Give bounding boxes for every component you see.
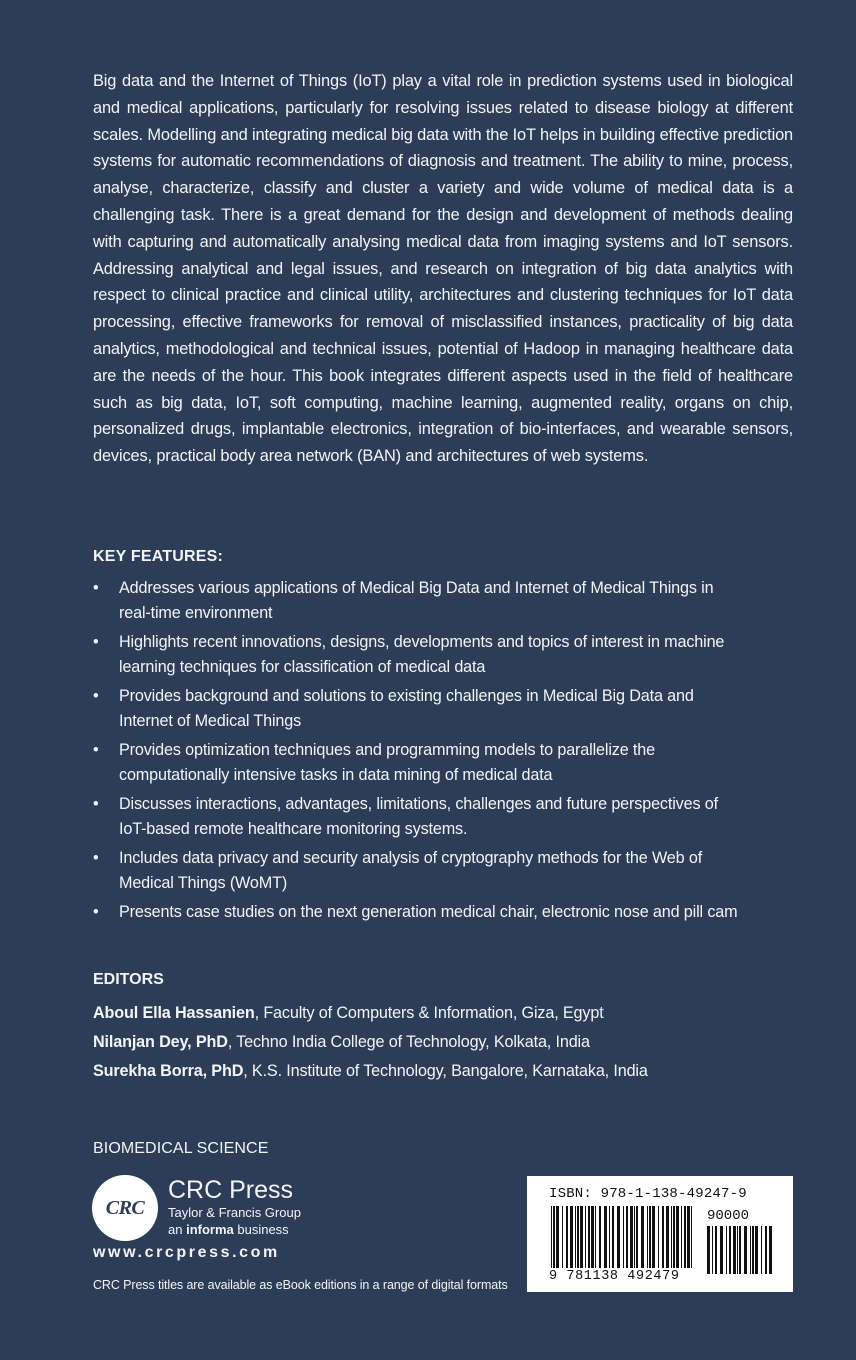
editor-entry xyxy=(93,1028,813,1057)
barcode-bar xyxy=(752,1226,754,1274)
bullet-icon: • xyxy=(93,903,99,921)
feature-text: Presents case studies on the next generation medical chair, electronic nose and pill cam xyxy=(119,903,738,921)
editor-affiliation: , K.S. Institute of Technology, Bangalore, Karnataka, India xyxy=(243,1062,648,1080)
barcode-bar xyxy=(630,1206,633,1268)
editor-name: Nilanjan Dey, PhD xyxy=(93,1033,228,1051)
barcode-bar xyxy=(556,1206,559,1268)
barcode-bar xyxy=(588,1206,590,1268)
barcode-bar xyxy=(591,1206,594,1268)
feature-text: Discusses interactions, advantages, limitations, challenges and future perspectives of IoT-based remote healthcare monitoring systems. xyxy=(119,795,718,838)
barcode-bar xyxy=(684,1206,686,1268)
list-item xyxy=(93,792,793,842)
barcode-bar xyxy=(715,1226,717,1274)
logo-text: CRC xyxy=(105,1196,145,1219)
list-item xyxy=(93,630,793,680)
barcode-bar xyxy=(562,1206,563,1268)
barcode-bar xyxy=(761,1226,762,1274)
barcode-bar xyxy=(604,1206,607,1268)
editor-affiliation: , Techno India College of Technology, Kolkata, India xyxy=(227,1033,590,1051)
barcode-bar xyxy=(652,1206,655,1268)
book-description: Big data and the Internet of Things (IoT) play a vital role in prediction systems used in biological and medical applications, particularly for resolving issues related to disease biology at different scales. Modelling and integrating medical big data with the IoT helps in building effective prediction systems for automatic recommendations of diagnosis and treatment. The ability to mine, process, analyse, characterize, classify and cluster a variety and wide volume of medical data is a challenging task. There is a great demand for the design and development of methods dealing with capturing and automatically analysing medical data from imaging systems and IoT sensors. Addressing analytical and legal issues, and research on integration of big data analytics with respect to clinical practice and clinical utility, architectures and clustering techniques for IoT data processing, effective frameworks for removal of misclassified instances, practicality of big data analytics, methodological and technical issues, potential of Hadoop in managing healthcare data are the needs of the hour. This book integrates different aspects used in the field of healthcare such as big data, IoT, soft computing, machine learning, augmented reality, organs on chip, personalized drugs, implantable electronics, integration of bio-interfaces, and wearable sensors, devices, practical body area network (BAN) and architectures of web systems. xyxy=(93,72,793,466)
feature-text: Includes data privacy and security analysis of cryptography methods for the Web of Medical Things (WoMT) xyxy=(119,849,703,892)
barcode-bar xyxy=(744,1226,747,1274)
feature-text: Addresses various applications of Medical Big Data and Internet of Medical Things in real-time environment xyxy=(119,579,714,622)
price-code: 90000 xyxy=(707,1208,750,1224)
barcode-bar xyxy=(566,1206,568,1268)
barcode-bar xyxy=(755,1226,758,1274)
barcode-bar xyxy=(739,1226,741,1274)
list-item xyxy=(93,900,793,925)
editor-affiliation: , Faculty of Computers & Information, Giza, Egypt xyxy=(254,1004,604,1022)
barcode-bar xyxy=(765,1226,767,1274)
barcode-bar xyxy=(673,1206,675,1268)
barcode-bar xyxy=(729,1226,731,1274)
barcode-bar xyxy=(687,1206,690,1268)
bullet-icon: • xyxy=(93,579,99,597)
barcode-bar xyxy=(676,1206,679,1268)
isbn-label: ISBN: 978-1-138-49247-9 xyxy=(549,1186,747,1202)
barcode-bar xyxy=(712,1226,713,1274)
editor-entry xyxy=(93,1057,813,1086)
barcode-bar xyxy=(617,1206,620,1268)
informa-brand: informa xyxy=(186,1222,234,1237)
barcode-bar xyxy=(720,1226,723,1274)
barcode-bar xyxy=(612,1206,614,1268)
key-features-heading: KEY FEATURES: xyxy=(93,548,224,565)
barcode-bar xyxy=(750,1226,751,1274)
subject-category: BIOMEDICAL SCIENCE xyxy=(93,1140,269,1157)
barcode-bar xyxy=(575,1206,576,1268)
feature-text: Provides background and solutions to existing challenges in Medical Big Data and Internet of Medical Things xyxy=(119,687,694,730)
isbn-barcode xyxy=(527,1176,793,1292)
list-item xyxy=(93,684,793,734)
feature-text: Highlights recent innovations, designs, developments and topics of interest in machine learning techniques for classification of medical data xyxy=(119,633,725,676)
bullet-icon: • xyxy=(93,849,99,867)
barcode-bar xyxy=(609,1206,610,1268)
barcode-bar xyxy=(599,1206,601,1268)
list-item xyxy=(93,576,793,626)
list-item xyxy=(93,846,793,896)
editor-entry xyxy=(93,999,813,1028)
bullet-icon: • xyxy=(93,795,99,813)
barcode-bar xyxy=(636,1206,638,1268)
barcode-bar xyxy=(666,1206,669,1268)
barcode-bar xyxy=(623,1206,624,1268)
barcode-bar xyxy=(595,1206,596,1268)
bullet-icon: • xyxy=(93,633,99,651)
barcode-bar xyxy=(580,1206,583,1268)
barcode-bar xyxy=(726,1226,727,1274)
barcode-bar xyxy=(769,1226,772,1274)
barcode-bar xyxy=(577,1206,579,1268)
barcode-bar xyxy=(733,1226,736,1274)
ean-digits: 9 781138 492479 xyxy=(549,1269,680,1284)
barcode-bar xyxy=(737,1226,738,1274)
publisher-group: Taylor & Francis Group xyxy=(168,1205,301,1220)
barcode-bar xyxy=(626,1206,628,1268)
bullet-icon: • xyxy=(93,687,99,705)
barcode-bar xyxy=(681,1206,682,1268)
informa-prefix: an xyxy=(168,1222,187,1237)
barcode-bar xyxy=(551,1206,552,1268)
informa-suffix: business xyxy=(233,1222,289,1237)
list-item xyxy=(93,738,793,788)
barcode-bar xyxy=(671,1206,672,1268)
editors-list xyxy=(93,999,813,1086)
barcode-bar xyxy=(647,1206,648,1268)
barcode-bar xyxy=(649,1206,651,1268)
crc-logo-icon xyxy=(92,1175,158,1241)
editor-name: Surekha Borra, PhD xyxy=(93,1062,244,1080)
barcode-bar xyxy=(691,1206,692,1268)
editors-heading: EDITORS xyxy=(93,971,164,988)
barcode-bar xyxy=(585,1206,586,1268)
publisher-block xyxy=(168,1175,301,1239)
publisher-parent xyxy=(168,1221,301,1239)
barcode-bar xyxy=(570,1206,573,1268)
feature-text: Provides optimization techniques and programming models to parallelize the computationally intensive tasks in data mining of medical data xyxy=(119,741,655,784)
publisher-website: www.crcpress.com xyxy=(93,1244,280,1261)
publisher-name: CRC Press xyxy=(168,1176,294,1204)
bullet-icon: • xyxy=(93,741,99,759)
barcode-bar xyxy=(658,1206,659,1268)
barcode-bar xyxy=(662,1206,664,1268)
barcode-bar xyxy=(553,1206,555,1268)
ebook-note: CRC Press titles are available as eBook editions in a range of digital formats xyxy=(93,1278,508,1292)
editor-name: Aboul Ella Hassanien xyxy=(93,1004,255,1022)
barcode-bar xyxy=(641,1206,644,1268)
key-features-list xyxy=(93,576,793,929)
barcode-bar xyxy=(707,1226,710,1274)
barcode-bar xyxy=(634,1206,635,1268)
